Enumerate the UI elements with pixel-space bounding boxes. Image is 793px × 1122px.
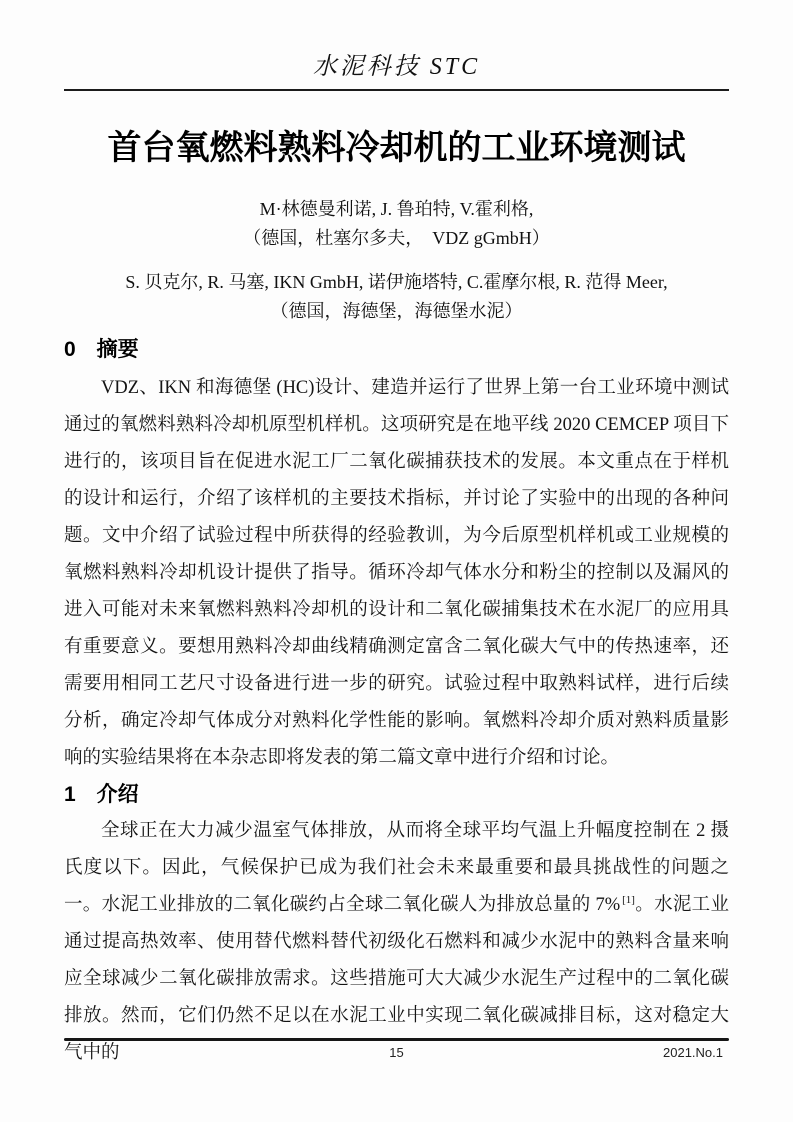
- article-title: 首台氧燃料熟料冷却机的工业环境测试: [107, 129, 686, 167]
- citation-ref-1: [1]: [622, 893, 635, 906]
- journal-header: [64, 0, 729, 91]
- header-rule: [64, 89, 729, 91]
- author-names-2: S. 贝克尔, R. 马塞, IKN GmbH, 诺伊施塔特, C.霍摩尔根, R. 范得 Meer,: [125, 272, 668, 292]
- footer-rule: [64, 1038, 729, 1041]
- footer-row: [64, 1045, 729, 1061]
- author-block-2: [64, 268, 729, 326]
- issue-number: 2021.No.1: [663, 1045, 723, 1060]
- journal-name: 水泥科技 STC: [312, 54, 481, 80]
- introduction-text-2: 。水泥工业通过提高热效率、使用替代燃料替代初级化石燃料和减少水泥中的熟料含量来响应全球减少二氧化碳排放需求。这些措施可大大减少水泥生产过程中的二氧化碳排放。然而，它们仍然不足以在水泥工业中实现二氧化碳减排目标，这对稳定大气中的: [64, 895, 729, 1063]
- abstract-paragraph: VDZ、IKN 和海德堡 (HC)设计、建造并运行了世界上第一台工业环境中测试通过的氧燃料熟料冷却机原型机样机。这项研究是在地平线 2020 CEMCEP 项目下进行的，该项目旨在促进水泥工厂二氧化碳捕获技术的发展。本文重点在于样机的设计和运行，介绍了该样机的主要技术指标，并讨论了实验中的出现的各种问题。文中介绍了试验过程中所获得的经验教训，为今后原型机样机或工业规模的氧燃料熟料冷却机设计提供了指导。循环冷却气体水分和粉尘的控制以及漏风的进入可能对未来氧燃料熟料冷却机的设计和二氧化碳捕集技术在水泥厂的应用具有重要意义。要想用熟料冷却曲线精确测定富含二氧化碳大气中的传热速率，还需要用相同工艺尺寸设备进行进一步的研究。试验过程中取熟料试样，进行后续分析，确定冷却气体成分对熟料化学性能的影响。氧燃料冷却介质对熟料质量影响的实验结果将在本杂志即将发表的第二篇文章中进行介绍和讨论。: [64, 378, 729, 768]
- introduction-paragraph: [64, 813, 729, 1072]
- author-block-1: [64, 195, 729, 253]
- section-heading-abstract: 0 摘要: [64, 338, 139, 361]
- author-affiliation-1: （德国，杜塞尔多夫， VDZ gGmbH）: [243, 228, 550, 248]
- author-names-1: M·林德曼利诺, J. 鲁珀特, V.霍利格,: [259, 199, 534, 219]
- page-footer: [64, 1038, 729, 1061]
- author-affiliation-2: （德国，海德堡，海德堡水泥）: [270, 301, 523, 321]
- page-number: 15: [389, 1045, 404, 1060]
- section-heading-introduction: 1 介绍: [64, 783, 139, 806]
- introduction-text-1: 全球正在大力减少温室气体排放，从而将全球平均气温上升幅度控制在 2 摄氏度以下。因此，气候保护已成为我们社会未来最重要和最具挑战性的问题之一。水泥工业排放的二氧化碳约占全球二氧化碳人为排放总量的 7%: [64, 821, 729, 915]
